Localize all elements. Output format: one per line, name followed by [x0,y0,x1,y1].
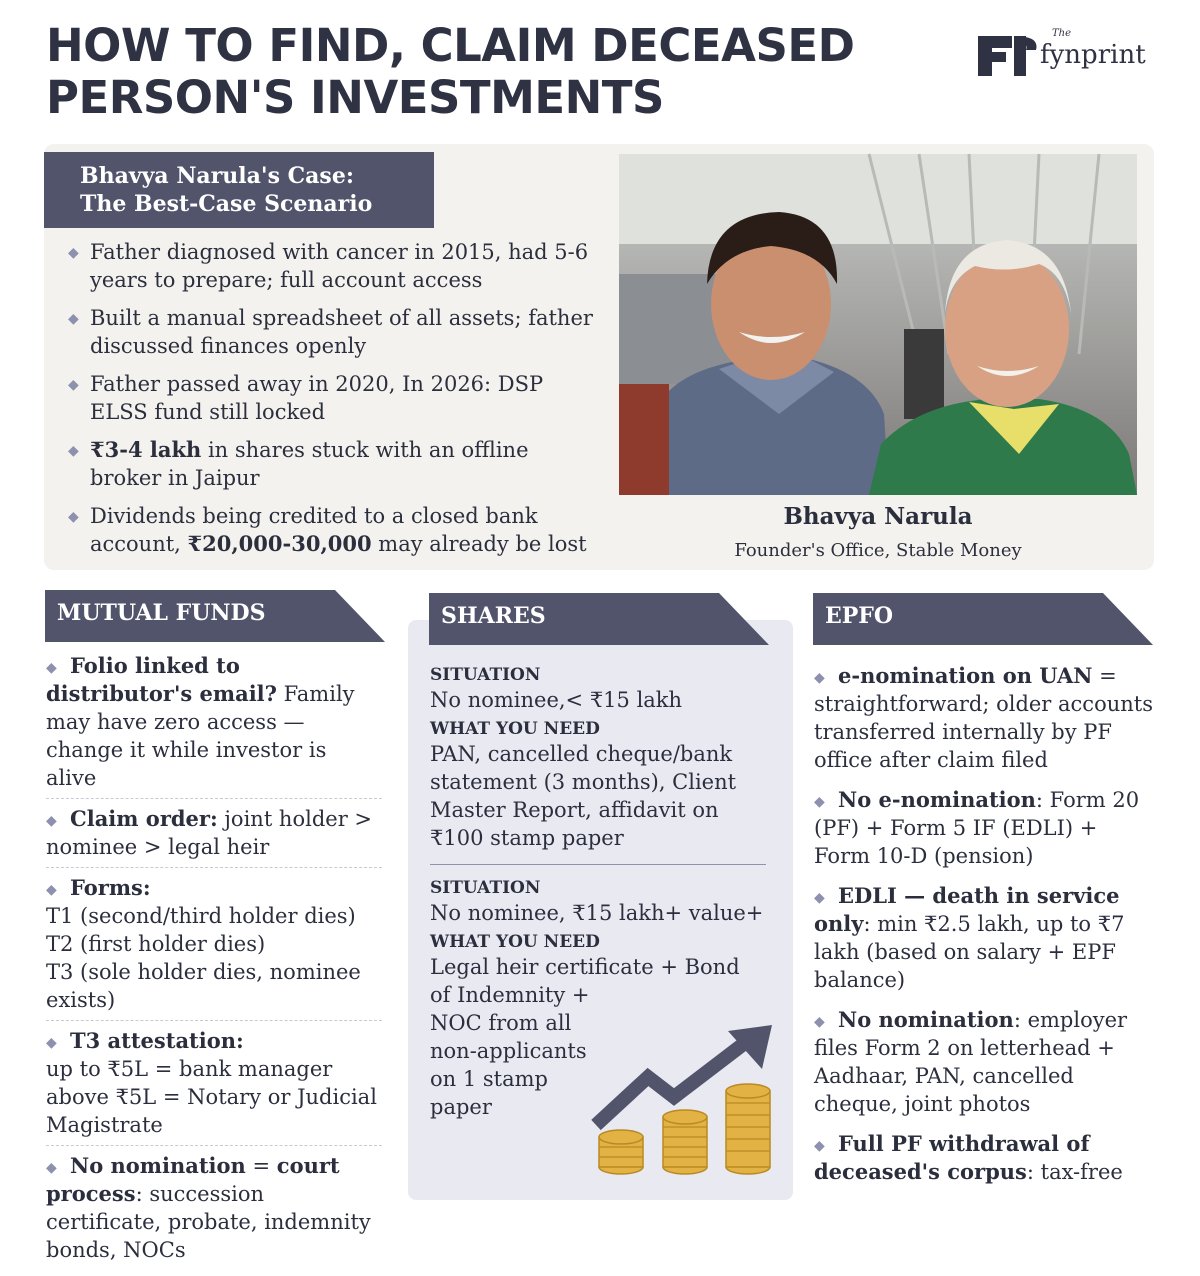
case-item: ◆ ₹3-4 lakh in shares stuck with an offline broker in Jaipur [68,436,598,492]
mf-item: ◆ Forms: T1 (second/third holder dies) T2 (first holder dies) T3 (sole holder dies, nominee exists) [46,874,382,1021]
photo-caption-role: Founder's Office, Stable Money [734,540,1022,561]
shares-header: SHARES [429,593,769,645]
case-item: ◆ Dividends being credited to a closed bank account, ₹20,000-30,000 may already be lost [68,502,598,558]
case-badge-line-2: The Best-Case Scenario [80,191,373,217]
coins-growth-icon [590,1025,780,1180]
logo-name: fynprint [1040,40,1146,70]
need-label: WHAT YOU NEED [430,932,600,952]
fynprint-logo [978,28,1158,80]
epfo-column [814,662,1159,1198]
title-line-2: PERSON'S INVESTMENTS [46,71,664,124]
mf-item: ◆ Folio linked to distributor's email? Family may have zero access — change it while investor is alive [46,652,382,799]
case-item: ◆ Father diagnosed with cancer in 2015, had 5-6 years to prepare; full account access [68,238,598,294]
need-text: Legal heir certificate + Bond of Indemnity + NOC from all non-applicants on 1 stamp paper [430,955,740,1119]
case-badge [44,152,434,228]
epfo-item: ◆ e-nomination on UAN = straightforward; older accounts transferred internally by PF office after claim filed [814,662,1159,774]
mf-item: ◆ T3 attestation: up to ₹5L = bank manager above ₹5L = Notary or Judicial Magistrate [46,1027,382,1146]
page-title [46,20,946,124]
case-item: ◆ Built a manual spreadsheet of all assets; father discussed finances openly [68,304,598,360]
portrait-photo [619,154,1137,495]
fynprint-logo-mark-icon [978,30,1040,76]
title-line-1: HOW TO FIND, CLAIM DECEASED [46,19,855,72]
mf-item: ◆ Claim order: joint holder > nominee > legal heir [46,805,382,868]
need-label: WHAT YOU NEED [430,719,600,739]
shares-divider [430,864,766,865]
epfo-item: ◆ EDLI — death in service only: min ₹2.5 lakh, up to ₹7 lakh (based on salary + EPF balance) [814,882,1159,994]
mf-item: ◆ No nomination = court process: succession certificate, probate, indemnity bonds, NOCs [46,1152,382,1270]
epfo-item: ◆ Full PF withdrawal of deceased's corpus: tax-free [814,1130,1159,1186]
need-text: PAN, cancelled cheque/bank statement (3 months), Client Master Report, affidavit on ₹100 stamp paper [430,742,737,850]
logo-small-text: The [1052,28,1072,39]
situation-label: SITUATION [430,665,541,685]
mutual-funds-column [46,652,382,1276]
situation-text: No nominee,< ₹15 lakh [430,688,683,712]
epfo-item: ◆ No nomination: employer files Form 2 on letterhead + Aadhaar, PAN, cancelled cheque, joint photos [814,1006,1159,1118]
mutual-funds-header: MUTUAL FUNDS [45,590,385,642]
portrait-photo-illustration [619,154,1137,495]
epfo-header: EPFO [813,593,1153,645]
epfo-item: ◆ No e-nomination: Form 20 (PF) + Form 5 IF (EDLI) + Form 10-D (pension) [814,786,1159,870]
situation-label: SITUATION [430,878,541,898]
photo-caption-name: Bhavya Narula [783,503,973,530]
case-badge-line-1: Bhavya Narula's Case: [80,163,354,189]
case-list [68,238,598,568]
situation-text: No nominee, ₹15 lakh+ value+ [430,901,764,925]
case-item: ◆ Father passed away in 2020, In 2026: DSP ELSS fund still locked [68,370,598,426]
